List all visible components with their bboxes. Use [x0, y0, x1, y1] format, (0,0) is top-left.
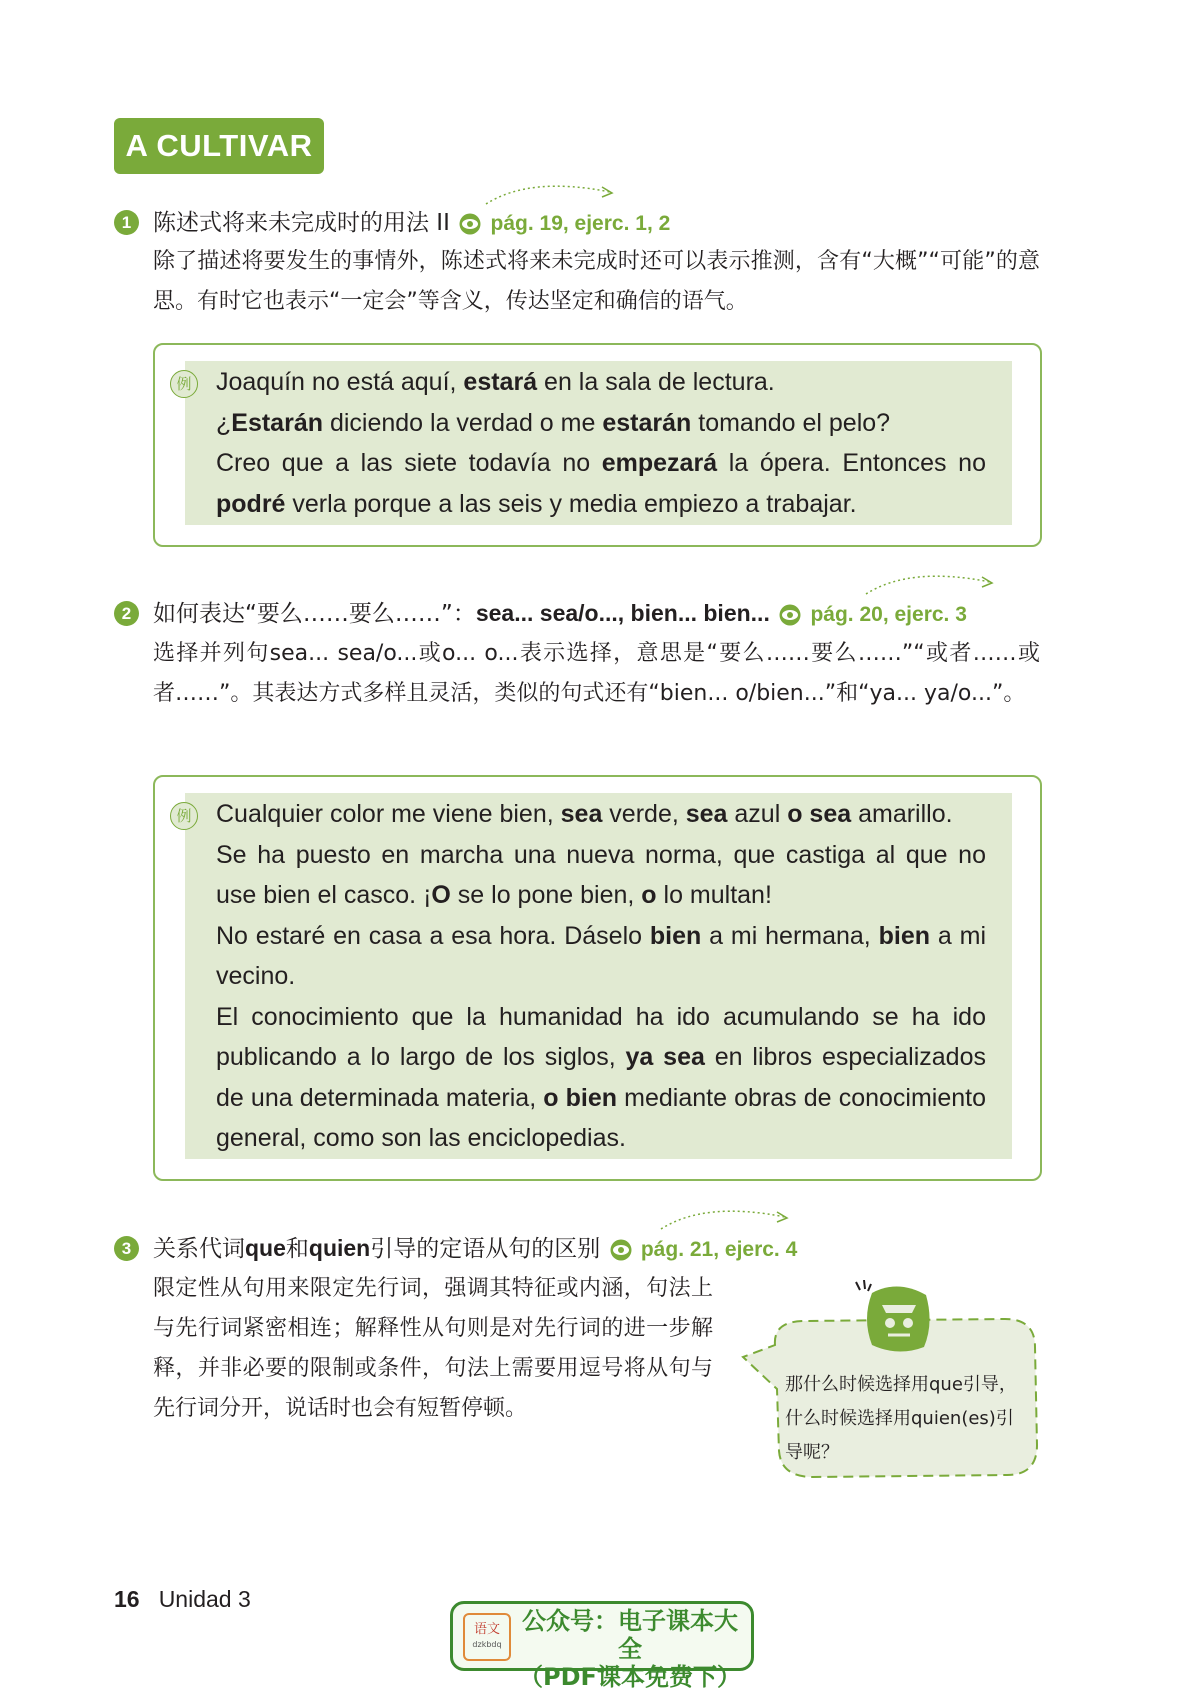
- section-heading-1: [153, 208, 670, 239]
- watermark-stamp: [450, 1601, 754, 1691]
- bubble-line: 导呢？: [785, 1442, 839, 1463]
- eye-icon: [608, 1239, 634, 1261]
- page-number: 16: [114, 1586, 140, 1612]
- watermark-logo-icon: [463, 1613, 511, 1661]
- footer: [114, 1586, 251, 1613]
- section-heading-3: [153, 1233, 797, 1265]
- heading-spanish: quien: [308, 1235, 371, 1261]
- example-sentence: No estaré en casa a esa hora. Dáselo bien a mi hermana, bien a mi vecino.: [216, 921, 987, 990]
- example-sentence: Creo que a las siete todavía no empezará la ópera. Entonces no podré verla porque a las seis y media empiezo a trabajar.: [216, 449, 986, 518]
- reference-arrow-icon: [480, 178, 620, 208]
- watermark-line: 公众号：电子课本大全: [522, 1607, 738, 1663]
- watermark-text: [515, 1607, 745, 1691]
- section-number-2: 2: [114, 601, 139, 626]
- page-reference-link[interactable]: pág. 21, ejerc. 4: [640, 1238, 798, 1261]
- example-sentence: Joaquín no está aquí, estará en la sala de lectura.: [216, 368, 775, 396]
- watermark-line: （PDF课本免费下）: [519, 1663, 741, 1691]
- heading-text: 引导的定语从句的区别: [370, 1236, 601, 1262]
- heading-text: 和: [285, 1236, 309, 1262]
- bubble-line: 什么时候选择用quien(es)引: [785, 1408, 1014, 1429]
- watermark-logo-text: 语文: [473, 1622, 500, 1637]
- example-sentence: El conocimiento que la humanidad ha ido acumulando se ha ido publicando a lo largo de los siglos, ya sea en libros especializados de una determinada materia, o bien mediante obras de conocimiento general, como son las enciclopedias.: [216, 1002, 986, 1152]
- section-body-3: 限定性从句用来限定先行词，强调其特征或内涵，句法上与先行词紧密相连；解释性从句则是对先行词的进一步解释，并非必要的限制或条件，句法上需要用逗号将从句与先行词分开，说话时也会有短暂停顿。: [153, 1276, 713, 1421]
- heading-text: 如何表达“要么……要么……”：: [153, 601, 476, 627]
- unit-label: Unidad 3: [158, 1586, 251, 1612]
- watermark-logo-sub: dzkbdq: [472, 1640, 502, 1649]
- heading-spanish: sea... sea/o..., bien... bien...: [475, 600, 770, 626]
- example-sentence: Cualquier color me viene bien, sea verde, sea azul o sea amarillo.: [216, 800, 953, 828]
- example-label-icon: 例: [170, 370, 198, 398]
- section-heading-2: [153, 598, 967, 630]
- reference-arrow-icon: [860, 568, 1000, 598]
- bubble-text: [785, 1368, 1025, 1470]
- example-sentence: ¿Estarán diciendo la verdad o me estarán tomando el pelo?: [216, 408, 891, 437]
- heading-text: 陈述式将来未完成时的用法 II: [153, 210, 450, 236]
- section-body-2: 选择并列句sea... sea/o...或o... o...表示选择，意思是“要么……要么……”“或者……或者……”。其表达方式多样且灵活，类似的句式还有“bien... o/bien...”和“ya... ya/o...”。: [153, 641, 1040, 706]
- example-text-1: [216, 362, 986, 524]
- heading-text: 关系代词: [153, 1236, 245, 1262]
- example-text-2: [216, 794, 986, 1159]
- heading-spanish: que: [245, 1235, 286, 1261]
- page-reference-link[interactable]: pág. 19, ejerc. 1, 2: [490, 212, 671, 235]
- section-body-1: 除了描述将要发生的事情外，陈述式将来未完成时还可以表示推测，含有“大概”“可能”的意思。有时它也表示“一定会”等含义，传达坚定和确信的语气。: [153, 249, 1040, 314]
- section-number-1: 1: [114, 210, 139, 235]
- eye-icon: [777, 604, 803, 626]
- section-number-3: 3: [114, 1236, 139, 1261]
- section-banner: A CULTIVAR: [114, 118, 324, 174]
- reference-arrow-icon: [655, 1203, 795, 1233]
- bubble-line: 那什么时候选择用que引导，: [785, 1374, 1017, 1395]
- example-sentence: Se ha puesto en marcha una nueva norma, que castiga al que no use bien el casco. ¡O se lo pone bien, o lo multan!: [216, 840, 986, 909]
- page-reference-link[interactable]: pág. 20, ejerc. 3: [810, 603, 967, 626]
- example-label-icon: 例: [170, 802, 198, 830]
- eye-icon: [457, 213, 483, 235]
- sparkle-icon: [852, 1280, 874, 1300]
